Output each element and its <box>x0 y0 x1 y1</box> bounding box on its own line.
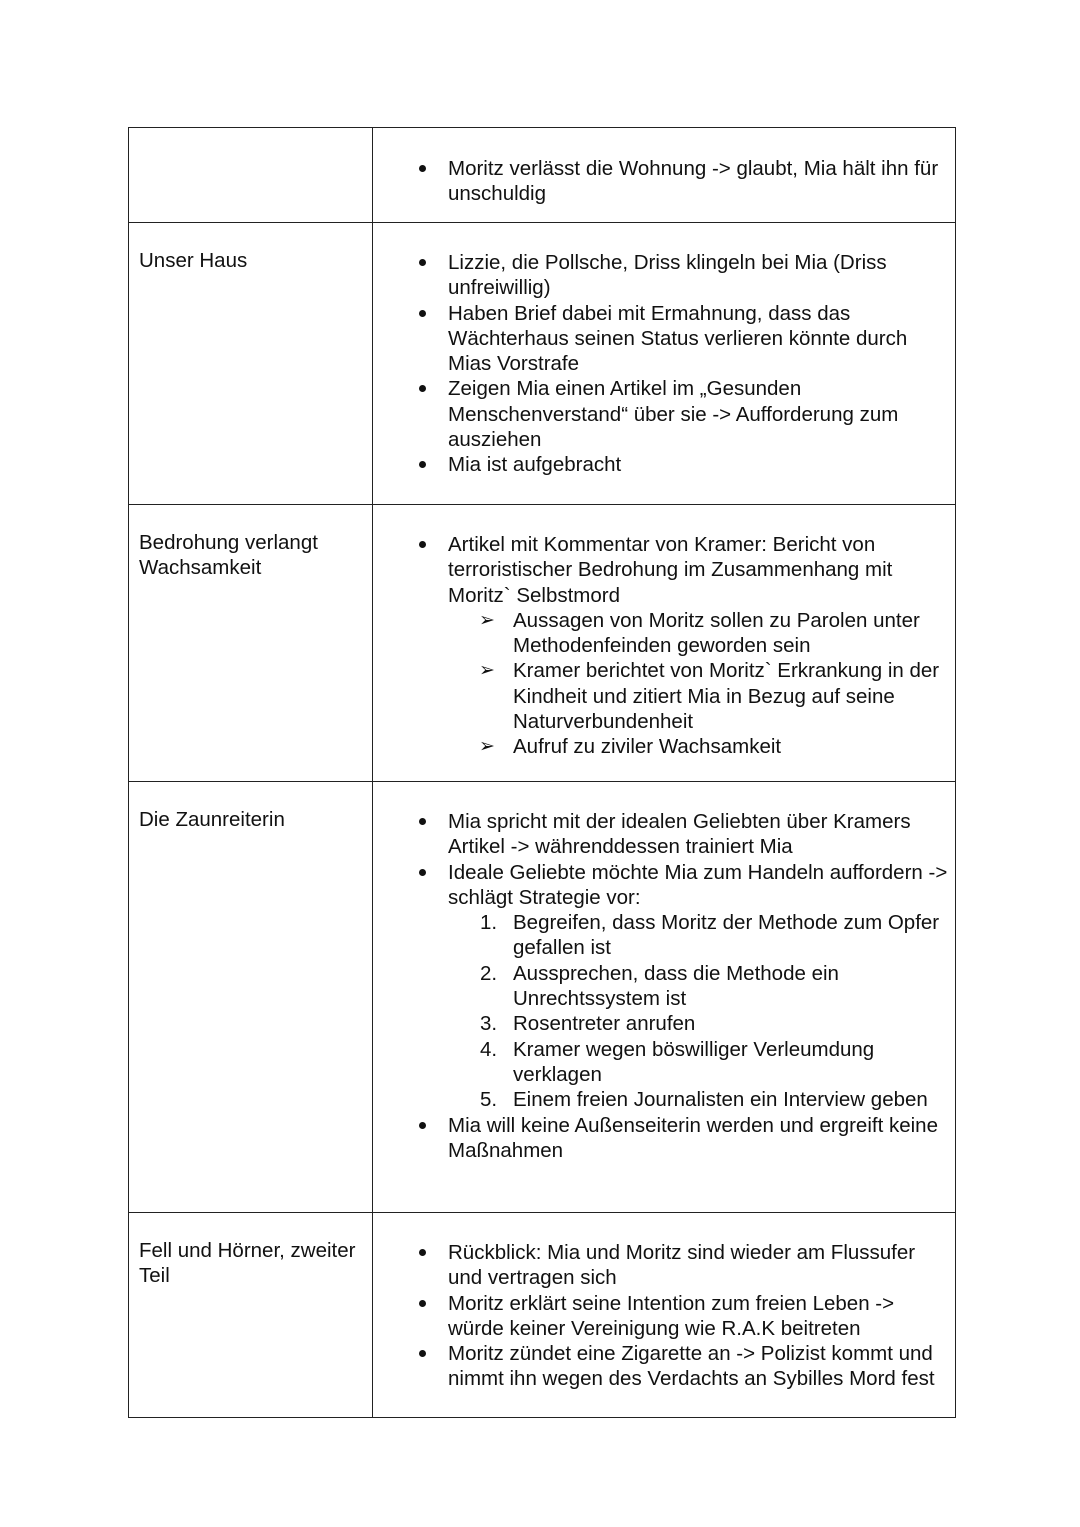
numbered-sublist <box>448 910 949 1112</box>
bullet-text: Artikel mit Kommentar von Kramer: Bericht von terroristischer Bedrohung im Zusammenhang mit Moritz` Selbstmord <box>448 533 893 607</box>
item-number: 1. <box>480 911 498 935</box>
summary-cell <box>373 128 956 223</box>
chapter-summary-table <box>128 127 956 1418</box>
chapter-title-cell <box>129 128 373 223</box>
item-text: Einem freien Journalisten ein Interview geben <box>513 1088 928 1112</box>
chapter-title: Bedrohung verlangt Wachsamkeit <box>139 531 318 579</box>
bullet-list <box>373 250 949 478</box>
chapter-title-cell <box>129 223 373 505</box>
bullet-item: Moritz erklärt seine Intention zum freien Leben -> würde keiner Vereinigung wie R.A.K beitreten <box>448 1291 949 1342</box>
chapter-title-cell <box>129 505 373 782</box>
chapter-title: Unser Haus <box>139 249 248 272</box>
table-row <box>129 223 956 505</box>
table-row <box>129 505 956 782</box>
arrow-sublist <box>448 608 949 760</box>
chapter-title: Die Zaunreiterin <box>139 808 285 831</box>
summary-cell <box>373 223 956 505</box>
item-number: 5. <box>480 1088 498 1112</box>
table-row <box>129 782 956 1213</box>
bullet-item: Lizzie, die Pollsche, Driss klingeln bei Mia (Driss unfreiwillig) <box>448 250 949 301</box>
numbered-item <box>480 961 949 1012</box>
item-number: 2. <box>480 961 498 985</box>
bullet-item: Moritz zündet eine Zigarette an -> Polizist kommt und nimmt ihn wegen des Verdachts an Sybilles Mord fest <box>448 1341 949 1392</box>
chapter-title: Fell und Hörner, zweiter Teil <box>139 1239 356 1287</box>
table-row <box>129 128 956 223</box>
bullet-list <box>373 809 949 1163</box>
summary-cell <box>373 782 956 1213</box>
bullet-item <box>448 860 949 1113</box>
bullet-item: Mia will keine Außenseiterin werden und ergreift keine Maßnahmen <box>448 1113 949 1164</box>
bullet-text: Ideale Geliebte möchte Mia zum Handeln auffordern -> schlägt Strategie vor: <box>448 860 948 909</box>
bullet-list <box>373 156 949 207</box>
item-text: Begreifen, dass Moritz der Methode zum Opfer gefallen ist <box>513 911 940 960</box>
summary-cell <box>373 1213 956 1418</box>
item-text: Aussprechen, dass die Methode ein Unrechtssystem ist <box>513 961 839 1011</box>
bullet-list <box>373 1240 949 1392</box>
chapter-title-cell <box>129 782 373 1213</box>
item-number: 4. <box>480 1037 498 1061</box>
numbered-item <box>480 1037 949 1088</box>
bullet-item: Zeigen Mia einen Artikel im „Gesunden Menschenverstand“ über sie -> Aufforderung zum ausziehen <box>448 376 949 452</box>
numbered-item <box>480 1087 949 1112</box>
arrow-item: ➢ Kramer berichtet von Moritz` Erkrankung in der Kindheit und zitiert Mia in Bezug auf seine Naturverbundenheit <box>513 658 949 734</box>
bullet-item: Moritz verlässt die Wohnung -> glaubt, Mia hält ihn für unschuldig <box>448 156 949 207</box>
bullet-item <box>448 532 949 760</box>
numbered-item <box>480 910 949 961</box>
arrow-item: ➢ Aussagen von Moritz sollen zu Parolen unter Methodenfeinden geworden sein <box>513 608 949 659</box>
item-number: 3. <box>480 1012 498 1036</box>
bullet-item: Rückblick: Mia und Moritz sind wieder am Flussufer und vertragen sich <box>448 1240 949 1291</box>
table-row <box>129 1213 956 1418</box>
numbered-item <box>480 1011 949 1036</box>
bullet-item: Mia ist aufgebracht <box>448 452 949 477</box>
arrow-item: ➢ Aufruf zu ziviler Wachsamkeit <box>513 734 949 759</box>
item-text: Rosentreter anrufen <box>513 1012 696 1036</box>
bullet-item: Mia spricht mit der idealen Geliebten über Kramers Artikel -> währenddessen trainiert Mia <box>448 809 949 860</box>
item-text: Kramer wegen böswilliger Verleumdung verklagen <box>513 1037 875 1086</box>
summary-cell <box>373 505 956 782</box>
bullet-item: Haben Brief dabei mit Ermahnung, dass das Wächterhaus seinen Status verlieren könnte durch Mias Vorstrafe <box>448 301 949 377</box>
chapter-title-cell <box>129 1213 373 1418</box>
bullet-list <box>373 532 949 760</box>
chapter-title <box>129 128 372 153</box>
